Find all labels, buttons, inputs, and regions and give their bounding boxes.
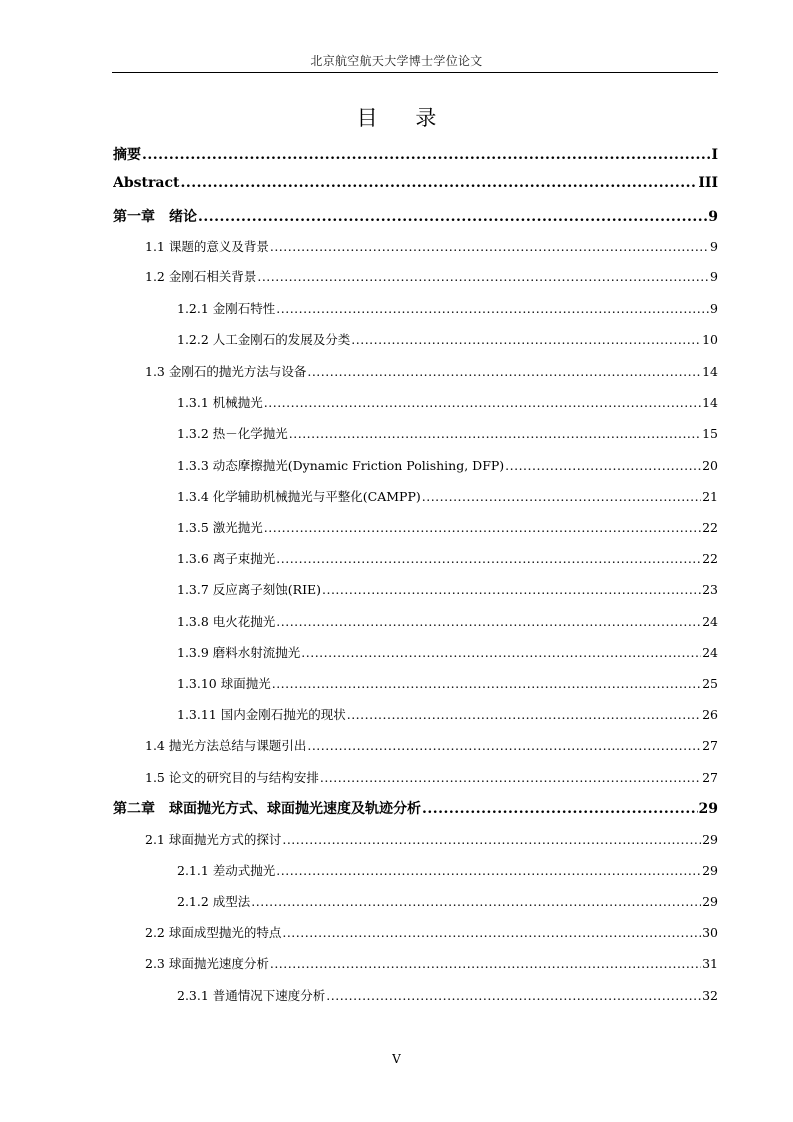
dot-leader (180, 175, 697, 191)
toc-entry-page: 30 (702, 925, 718, 940)
toc-entry-page: 29 (702, 894, 718, 909)
toc-entry[interactable] (113, 206, 718, 226)
toc-entry-page: 14 (702, 364, 718, 379)
toc-entry-label: 1.3.1 机械抛光 (177, 395, 263, 410)
dot-leader (282, 925, 701, 940)
toc-entry[interactable] (145, 954, 718, 972)
dot-leader (264, 395, 701, 410)
dot-leader (347, 707, 701, 722)
dot-leader (301, 645, 701, 660)
dot-leader (322, 582, 701, 597)
dot-leader (276, 551, 701, 566)
toc-entry-page: 29 (702, 832, 718, 847)
toc-entry-page: III (698, 175, 718, 191)
toc-entry-label: Abstract (113, 175, 180, 191)
toc-entry-label: 1.2 金刚石相关背景 (145, 269, 257, 284)
toc-entry-label: 2.1 球面抛光方式的探讨 (145, 832, 282, 847)
toc-entry[interactable] (177, 330, 718, 348)
toc-entry-label: 摘要 (113, 147, 141, 163)
dot-leader (270, 239, 709, 254)
toc-entry-page: 27 (702, 770, 718, 785)
toc-entry[interactable] (177, 487, 718, 505)
toc-entry-page: 15 (702, 426, 718, 441)
toc-entry[interactable] (145, 923, 718, 941)
toc-entry-label: 1.3.11 国内金刚石抛光的现状 (177, 707, 346, 722)
toc-entry-page: 9 (708, 209, 718, 225)
toc-entry-label: 1.2.1 金刚石特性 (177, 301, 276, 316)
toc-entry[interactable] (177, 456, 718, 474)
toc-entry-label: 1.3.8 电火花抛光 (177, 614, 276, 629)
dot-leader (276, 863, 701, 878)
toc-entry-label: 1.4 抛光方法总结与课题引出 (145, 738, 307, 753)
dot-leader (251, 894, 701, 909)
toc-entry-page: 22 (702, 551, 718, 566)
toc-entry-label: 2.1.2 成型法 (177, 894, 251, 909)
toc-entry-page: 29 (698, 801, 718, 817)
toc-entry-label: 2.1.1 差动式抛光 (177, 863, 276, 878)
dot-leader (320, 770, 701, 785)
toc-entry[interactable] (177, 518, 718, 536)
toc-entry-label: 第二章 球面抛光方式、球面抛光速度及轨迹分析 (113, 801, 421, 817)
dot-leader (198, 209, 707, 225)
toc-entry-page: 20 (702, 458, 718, 473)
page-number: V (392, 1052, 401, 1066)
toc-entry[interactable] (177, 643, 718, 661)
toc-entry-page: 23 (702, 582, 718, 597)
toc-entry-page: 26 (702, 707, 718, 722)
dot-leader (505, 458, 701, 473)
toc-entry[interactable] (177, 892, 718, 910)
toc-entry-label: 1.3.9 磨料水射流抛光 (177, 645, 301, 660)
toc-entry[interactable] (177, 612, 718, 630)
toc-entry-page: 9 (710, 269, 718, 284)
toc-entry[interactable] (177, 580, 718, 598)
toc-entry-label: 1.3.3 动态摩擦抛光(Dynamic Friction Polishing, DFP) (177, 458, 505, 473)
toc-entry-label: 1.1 课题的意义及背景 (145, 239, 269, 254)
toc-entry-page: 24 (702, 645, 718, 660)
toc-entry-page: 14 (702, 395, 718, 410)
toc-entry-label: 2.3.1 普通情况下速度分析 (177, 988, 326, 1003)
dot-leader (276, 614, 701, 629)
toc-entry[interactable] (177, 424, 718, 442)
toc-entry[interactable] (177, 986, 718, 1004)
dot-leader (270, 956, 701, 971)
dot-leader (272, 676, 701, 691)
toc-entry-page: 32 (702, 988, 718, 1003)
toc-entry-label: 2.2 球面成型抛光的特点 (145, 925, 282, 940)
dot-leader (264, 520, 701, 535)
toc-entry[interactable] (113, 175, 718, 191)
dot-leader (326, 988, 701, 1003)
toc-entry-label: 1.3.7 反应离子刻蚀(RIE) (177, 582, 322, 597)
toc-entry-page: 29 (702, 863, 718, 878)
page-header: 北京航空航天大学博士学位论文 (310, 54, 483, 68)
toc-entry[interactable] (177, 861, 718, 879)
toc-entry[interactable] (145, 830, 718, 848)
toc-entry-label: 1.3.5 激光抛光 (177, 520, 263, 535)
dot-leader (257, 269, 709, 284)
page-title: 目 录 (356, 106, 445, 130)
dot-leader (289, 426, 701, 441)
dot-leader (351, 332, 701, 347)
toc-entry-page: 9 (710, 239, 718, 254)
dot-leader (276, 301, 709, 316)
toc-entry-page: 22 (702, 520, 718, 535)
toc-entry-page: 25 (702, 676, 718, 691)
toc-entry-page: 27 (702, 738, 718, 753)
toc-entry-page: 9 (710, 301, 718, 316)
toc-entry[interactable] (177, 674, 718, 692)
toc-entry[interactable] (177, 299, 718, 317)
toc-entry-label: 1.5 论文的研究目的与结构安排 (145, 770, 319, 785)
toc-entry[interactable] (113, 798, 718, 818)
toc-entry[interactable] (145, 267, 718, 285)
dot-leader (307, 364, 701, 379)
dot-leader (422, 801, 698, 817)
dot-leader (307, 738, 701, 753)
toc-entry-page: 21 (702, 489, 718, 504)
toc-entry[interactable] (177, 549, 718, 567)
toc-entry[interactable] (145, 736, 718, 754)
toc-entry-label: 1.2.2 人工金刚石的发展及分类 (177, 332, 351, 347)
toc-entry-label: 1.3.4 化学辅助机械抛光与平整化(CAMPP) (177, 489, 421, 504)
dot-leader (282, 832, 701, 847)
toc-entry-page: 10 (702, 332, 718, 347)
toc-entry-page: I (711, 147, 718, 163)
toc-entry-label: 1.3.10 球面抛光 (177, 676, 271, 691)
dot-leader (142, 147, 710, 163)
toc-entry-label: 1.3 金刚石的抛光方法与设备 (145, 364, 307, 379)
dot-leader (422, 489, 701, 504)
toc-entry-label: 2.3 球面抛光速度分析 (145, 956, 269, 971)
toc-entry[interactable] (177, 393, 718, 411)
toc-entry-label: 1.3.6 离子束抛光 (177, 551, 276, 566)
toc-entry-label: 1.3.2 热－化学抛光 (177, 426, 288, 441)
toc-entry-page: 31 (702, 956, 718, 971)
toc-entry[interactable] (145, 768, 718, 786)
toc-entry-label: 第一章 绪论 (113, 209, 197, 225)
toc-entry[interactable] (113, 144, 718, 164)
toc-entry-page: 24 (702, 614, 718, 629)
toc-entry[interactable] (145, 362, 718, 380)
toc-entry[interactable] (177, 705, 718, 723)
toc-entry[interactable] (145, 237, 718, 255)
